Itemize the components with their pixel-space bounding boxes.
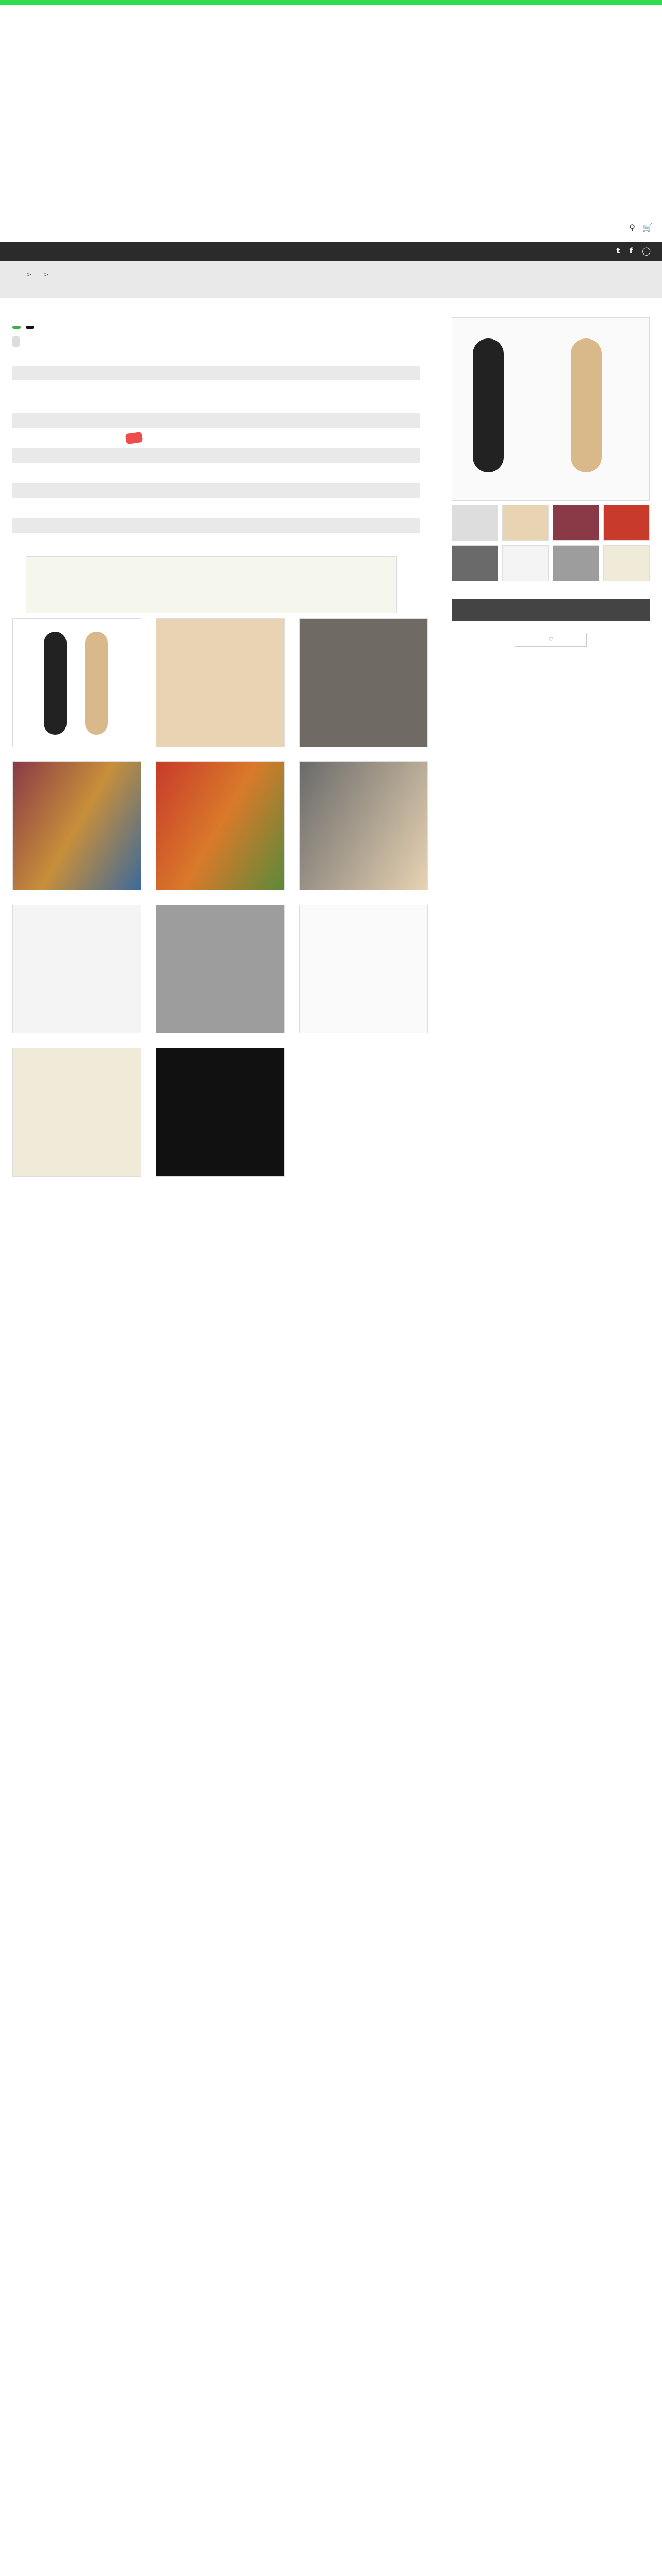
product-image[interactable] — [156, 1048, 285, 1177]
product-image[interactable] — [156, 618, 285, 747]
thumbnail[interactable] — [452, 545, 498, 581]
top-notice-bar — [0, 0, 662, 14]
color-heading — [12, 483, 420, 498]
post-button[interactable] — [26, 326, 34, 329]
breadcrumb: > > — [0, 261, 662, 298]
product-image-grid — [12, 618, 420, 1177]
product-main — [12, 317, 420, 1177]
product-image[interactable] — [12, 905, 141, 1033]
main-gallery-image[interactable] — [452, 317, 650, 501]
thumbnail[interactable] — [452, 505, 498, 541]
product-image[interactable] — [12, 761, 141, 890]
nav-icons — [629, 223, 653, 232]
search-icon[interactable]: ⚲ — [629, 223, 636, 232]
thumbnail[interactable] — [553, 545, 599, 581]
instagram-icon[interactable]: ◯ — [642, 246, 651, 256]
product-image[interactable] — [299, 761, 428, 890]
spec-heading — [12, 413, 420, 428]
thumbnail[interactable] — [603, 505, 650, 541]
product-image[interactable] — [12, 1048, 141, 1177]
size-heading — [12, 366, 420, 380]
cart-icon[interactable]: 🛒 — [642, 223, 653, 232]
thumbnail-strip — [452, 505, 650, 581]
product-image[interactable] — [299, 618, 428, 747]
side-title — [452, 599, 650, 621]
facebook-icon[interactable]: f — [629, 246, 633, 256]
desc-heading — [12, 448, 420, 463]
product-image[interactable] — [12, 618, 141, 747]
twitter-icon[interactable]: t — [616, 246, 620, 256]
main-nav — [0, 216, 662, 240]
thumbnail[interactable] — [553, 505, 599, 541]
limited-badge — [12, 326, 21, 329]
thumbnail[interactable] — [502, 545, 549, 581]
product-image[interactable] — [299, 905, 428, 1033]
thumbnail[interactable] — [603, 545, 650, 581]
product-sidebar — [452, 317, 650, 697]
guide-banner[interactable] — [26, 556, 397, 613]
product-image[interactable] — [156, 905, 285, 1033]
product-image[interactable] — [156, 761, 285, 890]
sub-bar — [0, 242, 662, 261]
discount-badge — [125, 432, 143, 444]
points — [12, 338, 420, 345]
favorite-button[interactable]: ♡ — [515, 633, 587, 647]
thumbnail[interactable] — [502, 505, 549, 541]
info-heading — [12, 518, 420, 533]
